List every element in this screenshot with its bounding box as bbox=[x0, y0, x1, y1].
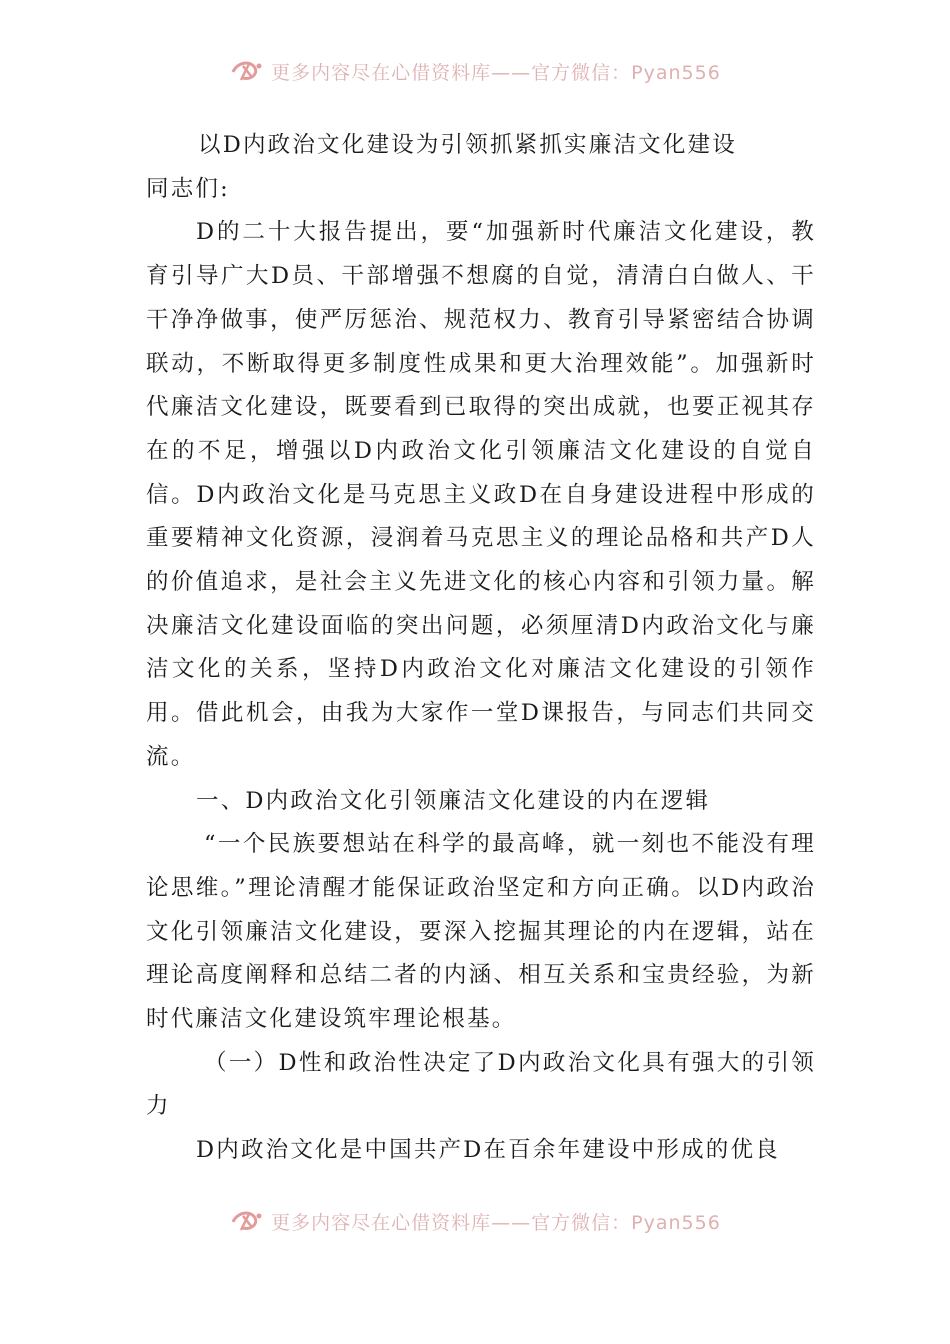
paragraph-intro: D的二十大报告提出，要“加强新时代廉洁文化建设，教育引导广大D员、干部增强不想腐的自觉，清清白白做人、干干净净做事，使严厉惩治、规范权力、教育引导紧密结合协调联动，不断取得更多制度性成果和更大治理效能”。加强新时代廉洁文化建设，既要看到已取得的突出成就，也要正视其存在的不足，增强以D内政治文化引领廉洁文化建设的自觉自信。D内政治文化是马克思主义政D在自身建设进程中形成的重要精神文化资源，浸润着马克思主义的理论品格和共产D人的价值追求，是社会主义先进文化的核心内容和引领力量。解决廉洁文化建设面临的突出问题，必须厘清D内政治文化与廉洁文化的关系，坚持D内政治文化对廉洁文化建设的引领作用。借此机会，由我为大家作一堂D课报告，与同志们共同交流。 bbox=[146, 219, 816, 770]
watermark-footer bbox=[0, 1206, 950, 1236]
watermark-text: 更多内容尽在心借资料库——官方微信：Pyan556 bbox=[271, 61, 721, 84]
watermark-logo-icon bbox=[229, 58, 265, 84]
subsection-heading-1: （一）D性和政治性决定了D内政治文化具有强大的引领力 bbox=[146, 1049, 816, 1120]
document-body bbox=[146, 124, 816, 1173]
watermark-logo-icon bbox=[229, 1208, 265, 1234]
section-heading-1: 一、D内政治文化引领廉洁文化建设的内在逻辑 bbox=[196, 787, 711, 814]
salutation: 同志们: bbox=[146, 175, 230, 202]
watermark-text: 更多内容尽在心借资料库——官方微信：Pyan556 bbox=[271, 1211, 721, 1234]
paragraph-theory: “一个民族要想站在科学的最高峰，就一刻也不能没有理论思维。”理论清醒才能保证政治坚定和方向正确。以D内政治文化引领廉洁文化建设，要深入挖掘其理论的内在逻辑，站在理论高度阐释和总结二者的内涵、相互关系和宝贵经验，为新时代廉洁文化建设筑牢理论根基。 bbox=[146, 831, 816, 1033]
watermark-header bbox=[0, 56, 950, 86]
document-title: 以D内政治文化建设为引领抓紧抓实廉洁文化建设 bbox=[198, 132, 737, 158]
paragraph-continuation: D内政治文化是中国共产D在百余年建设中形成的优良 bbox=[196, 1137, 780, 1164]
